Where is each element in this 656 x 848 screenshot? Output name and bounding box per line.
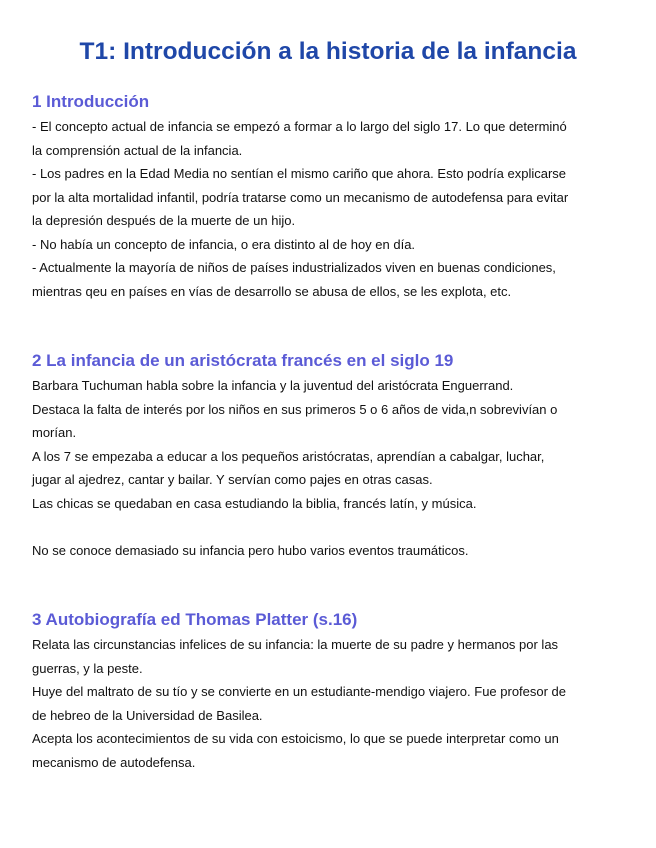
section-heading: 1 Introducción <box>32 92 150 111</box>
text-line: morían. <box>32 425 77 440</box>
text-line: - No había un concepto de infancia, o era distinto al de hoy en día. <box>32 236 416 252</box>
text-line: por la alta mortalidad infantil, podría tratarse como un mecanismo de autodefensa para evitar <box>32 189 569 205</box>
blank-line <box>32 515 624 539</box>
section-introduccion <box>32 91 624 303</box>
text-line: No se conoce demasiado su infancia pero hubo varios eventos traumáticos. <box>32 542 469 558</box>
section-thomas-platter <box>32 609 624 774</box>
text-line: Huye del maltrato de su tío y se convierte en un estudiante-mendigo viajero. Fue profesor de <box>32 684 567 699</box>
document-title: T1: Introducción a la historia de la infancia <box>79 38 577 65</box>
section-heading: 3 Autobiografía ed Thomas Platter (s.16) <box>32 610 358 629</box>
text-line: Destaca la falta de interés por los niños en sus primeros 5 o 6 años de vida,n sobrevivían o <box>32 401 558 417</box>
section-aristocrata <box>32 350 624 562</box>
text-line: - El concepto actual de infancia se empezó a formar a lo largo del siglo 17. Lo que determinó <box>32 119 567 134</box>
text-line: Las chicas se quedaban en casa estudiando la biblia, francés latín, y música. <box>32 495 477 511</box>
text-line: - Los padres en la Edad Media no sentían el mismo cariño que ahora. Esto podría explicarse <box>32 166 567 181</box>
text-line: - Actualmente la mayoría de niños de países industrializados viven en buenas condiciones, <box>32 260 556 275</box>
text-line: la comprensión actual de la infancia. <box>32 142 243 158</box>
text-line: mecanismo de autodefensa. <box>32 754 196 770</box>
text-line: mientras qeu en países en vías de desarrollo se abusa de ellos, se les explota, etc. <box>32 283 512 299</box>
section-body <box>32 374 624 562</box>
section-body <box>32 633 624 774</box>
text-line: Barbara Tuchuman habla sobre la infancia y la juventud del aristócrata Enguerrand. <box>32 378 514 393</box>
text-line: de hebreo de la Universidad de Basilea. <box>32 707 263 723</box>
text-line: la depresión después de la muerte de un hijo. <box>32 213 296 228</box>
text-line: Acepta los acontecimientos de su vida con estoicismo, lo que se puede interpretar como un <box>32 731 559 746</box>
text-line: jugar al ajedrez, cantar y bailar. Y servían como pajes en otras casas. <box>32 472 433 487</box>
section-body <box>32 115 624 303</box>
text-line: A los 7 se empezaba a educar a los pequeños aristócratas, aprendían a cabalgar, luchar, <box>32 448 545 464</box>
section-heading: 2 La infancia de un aristócrata francés en el siglo 19 <box>32 351 454 370</box>
text-line: guerras, y la peste. <box>32 660 143 676</box>
text-line: Relata las circunstancias infelices de su infancia: la muerte de su padre y hermanos por las <box>32 637 559 652</box>
